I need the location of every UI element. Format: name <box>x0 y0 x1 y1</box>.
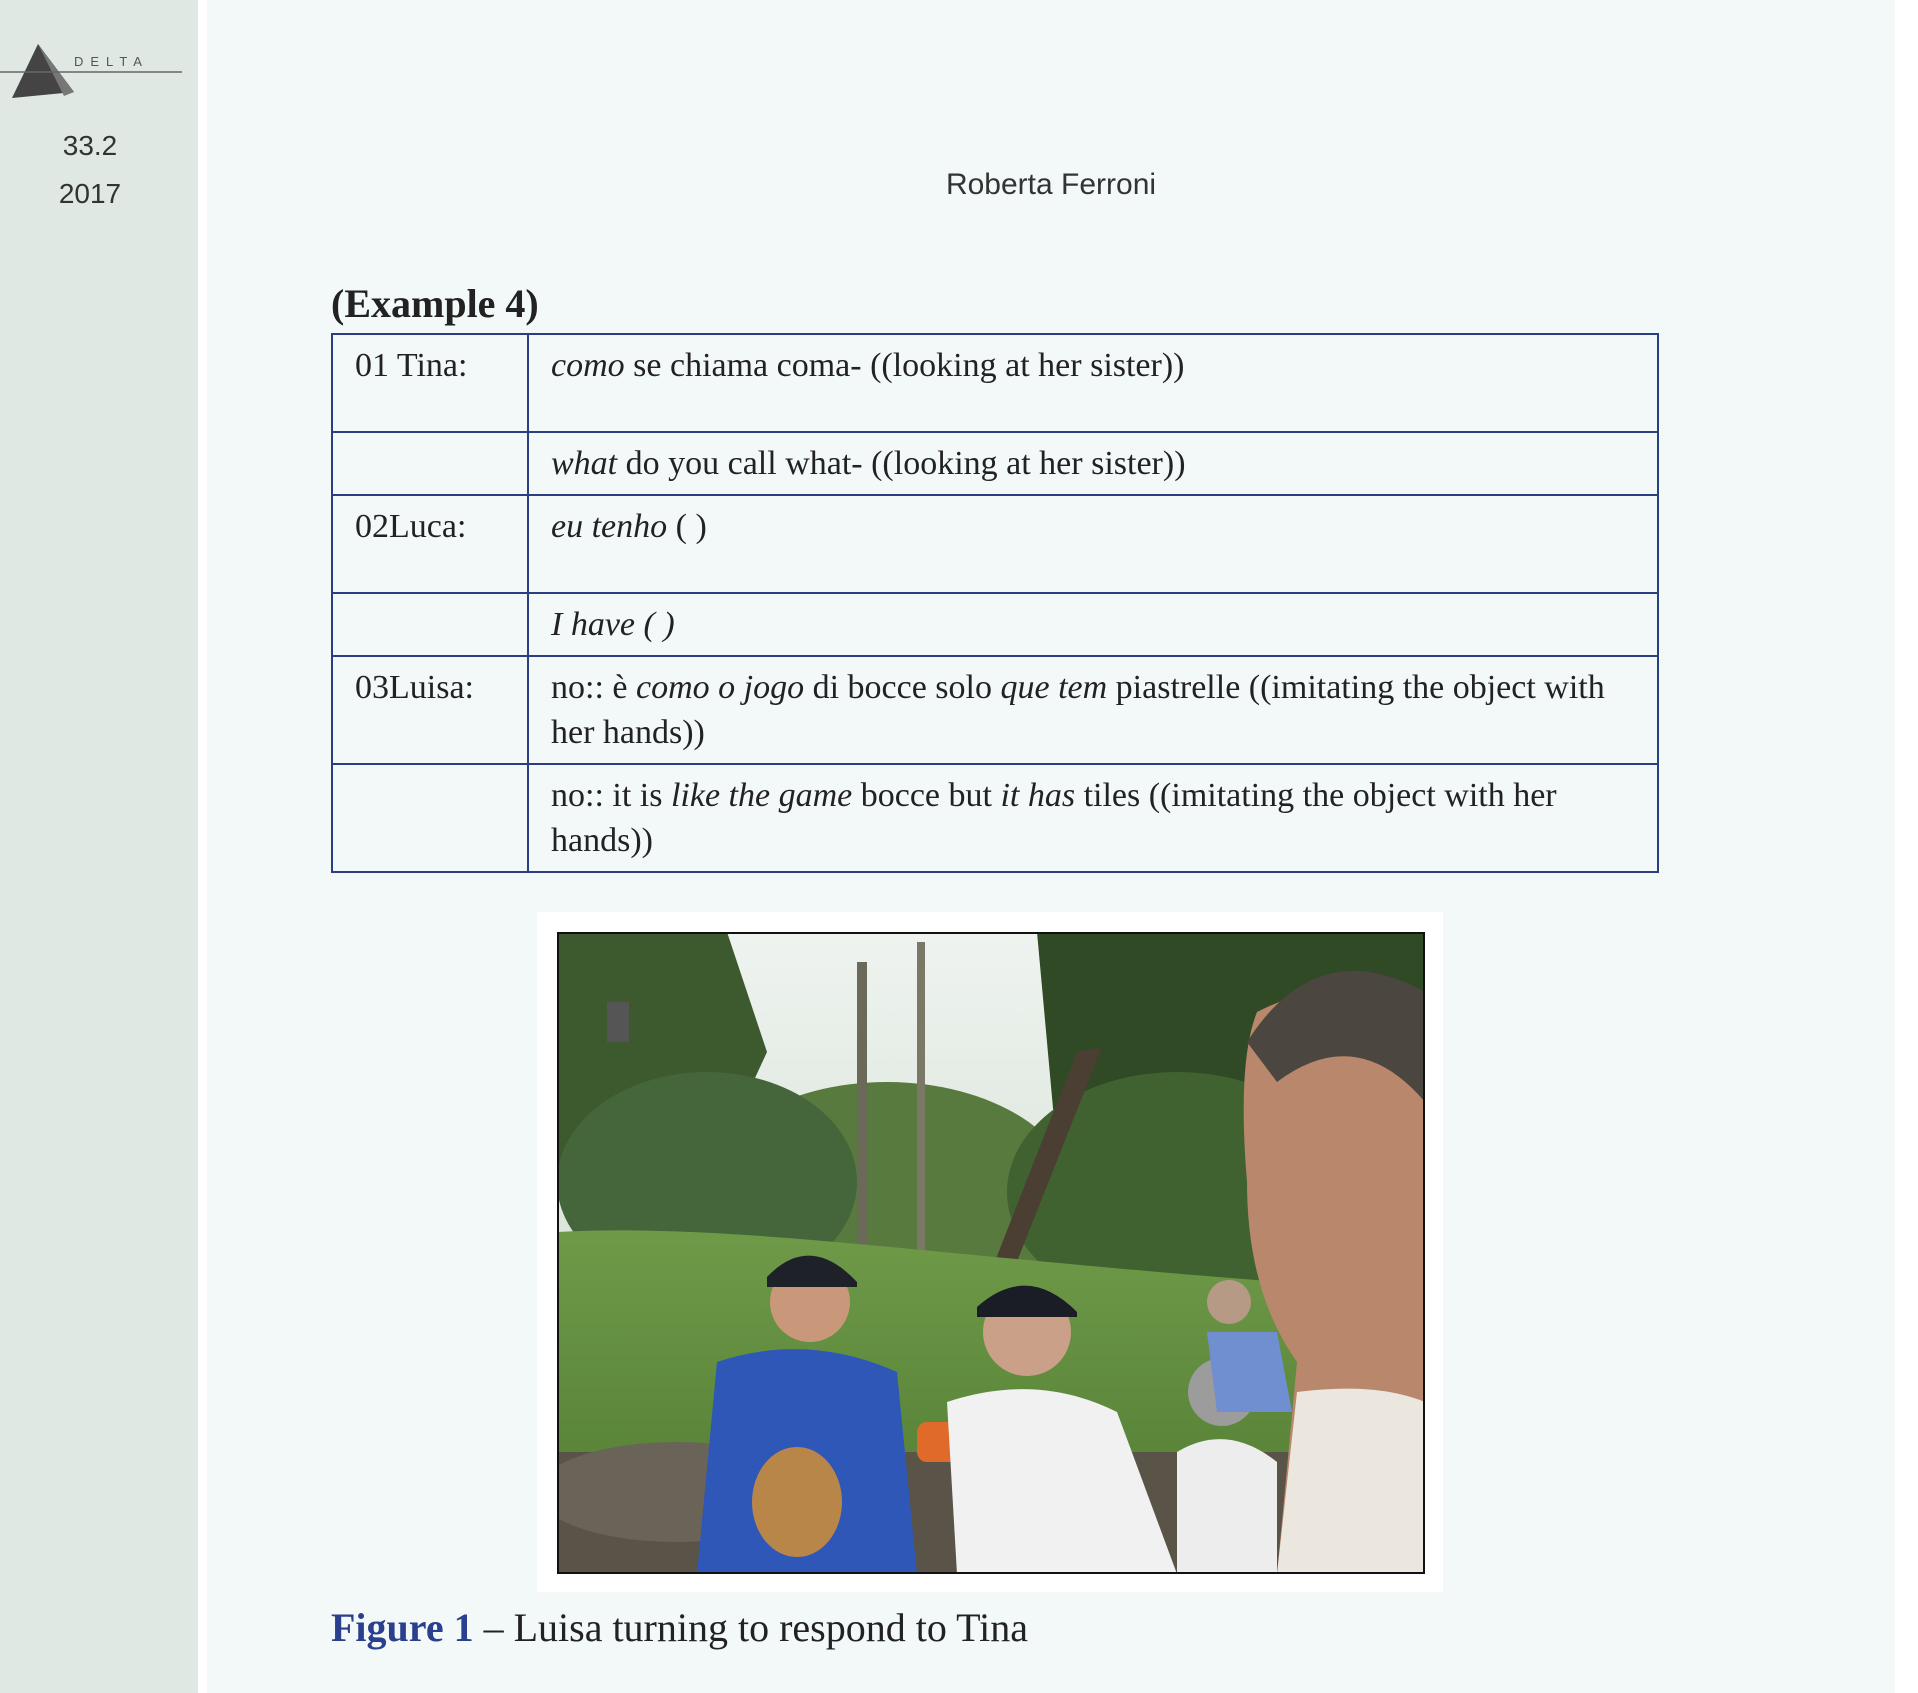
utterance-italic-segment: como <box>551 347 625 384</box>
transcript-row <box>332 432 1658 495</box>
speaker-cell <box>332 593 528 656</box>
utterance-italic-segment: que tem <box>1000 669 1108 706</box>
utterance-italic-segment: eu tenho <box>551 508 668 545</box>
transcript-body <box>332 334 1658 872</box>
utterance-segment: ( ) <box>667 508 707 545</box>
utterance-segment: bocce but <box>852 777 1001 814</box>
utterance-cell <box>528 334 1658 432</box>
speaker-cell: 01 Tina: <box>332 334 528 432</box>
figure-caption-text: – Luisa turning to respond to Tina <box>473 1605 1029 1650</box>
utterance-segment: no:: it is <box>551 777 671 814</box>
utterance-segment: no:: è <box>551 669 636 706</box>
transcript-table <box>331 333 1659 873</box>
speaker-cell: 03Luisa: <box>332 656 528 764</box>
delta-logo <box>0 36 186 106</box>
paper-page <box>207 0 1895 1693</box>
utterance-segment: tiles ((imitating the object with her hands)) <box>551 777 1557 859</box>
transcript-row <box>332 334 1658 432</box>
utterance-italic-segment: como o jogo <box>635 669 805 706</box>
speaker-cell: 02Luca: <box>332 495 528 593</box>
utterance-italic-segment: like the game <box>670 777 853 814</box>
utterance-italic-segment: it has <box>1000 777 1076 814</box>
transcript-row <box>332 764 1658 872</box>
figure-caption <box>331 1604 1028 1651</box>
utterance-cell <box>528 432 1658 495</box>
journal-sidebar <box>0 0 198 1693</box>
publication-year: 2017 <box>58 178 122 209</box>
utterance-segment: di bocce solo <box>804 669 1001 706</box>
running-head-author: Roberta Ferroni <box>945 168 1157 201</box>
example-title: (Example 4) <box>331 281 539 326</box>
volume-number: 33.2 <box>62 130 118 161</box>
utterance-italic-segment: I have ( ) <box>551 606 675 643</box>
utterance-italic-segment: what <box>551 445 618 482</box>
utterance-segment: piastrelle ((imitating the object with her hands)) <box>551 669 1605 751</box>
transcript-row <box>332 495 1658 593</box>
utterance-cell <box>528 593 1658 656</box>
utterance-cell <box>528 656 1658 764</box>
transcript-row <box>332 593 1658 656</box>
figure-label: Figure 1 <box>331 1605 474 1650</box>
speaker-cell <box>332 432 528 495</box>
figure-photo <box>557 932 1425 1574</box>
utterance-cell <box>528 764 1658 872</box>
utterance-segment: do you call what- ((looking at her sister)) <box>617 445 1186 482</box>
utterance-cell <box>528 495 1658 593</box>
figure-frame <box>537 912 1443 1592</box>
speaker-cell <box>332 764 528 872</box>
utterance-segment: se chiama coma- ((looking at her sister)) <box>624 347 1185 384</box>
transcript-row <box>332 656 1658 764</box>
delta-logo-text: DELTA <box>74 54 149 69</box>
